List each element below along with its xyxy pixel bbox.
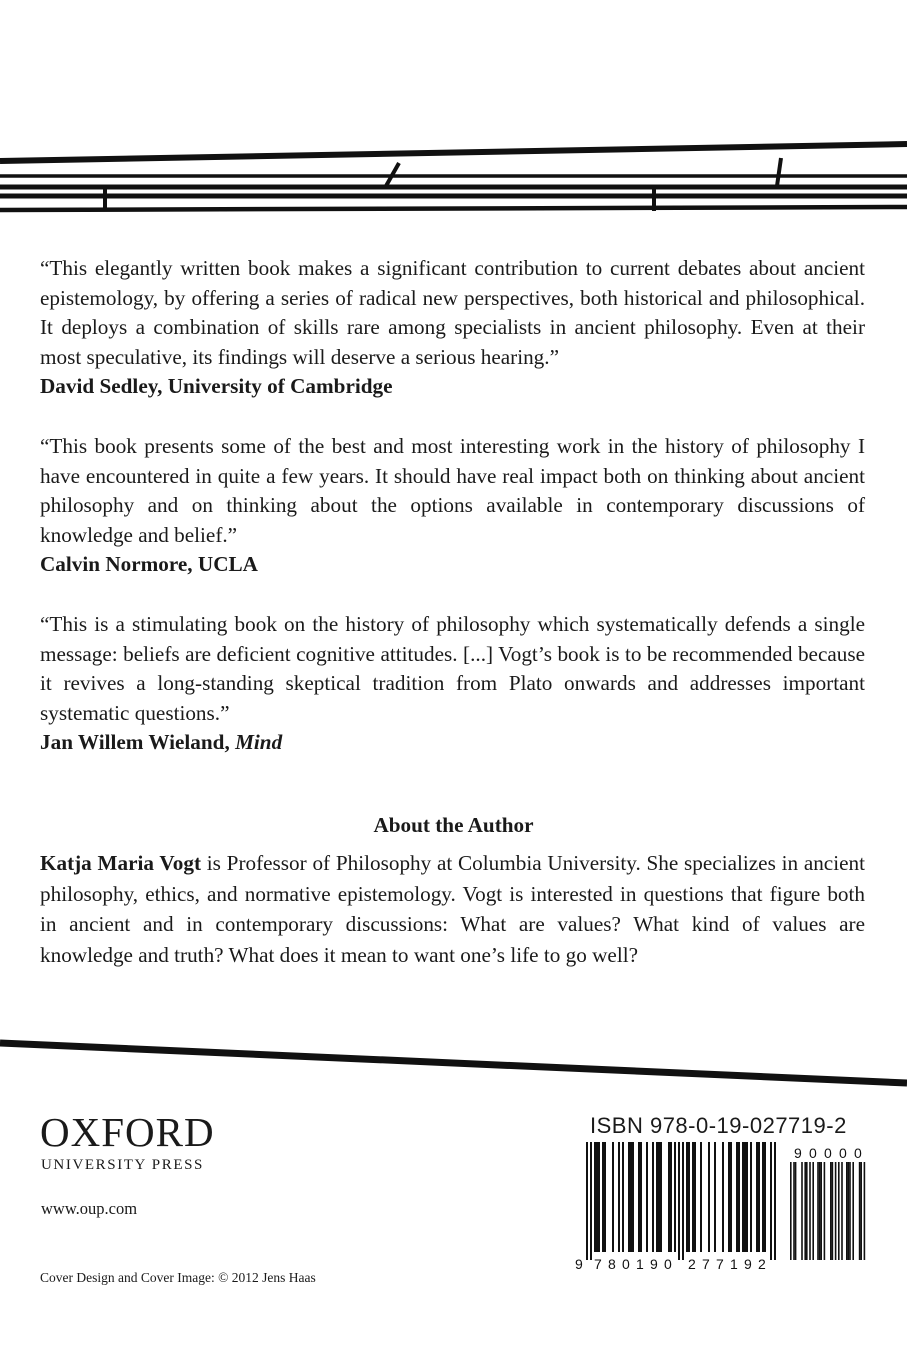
barcode-bar bbox=[744, 1142, 746, 1252]
review-source: Mind bbox=[235, 730, 283, 755]
addon-bar bbox=[812, 1162, 814, 1260]
addon-bar bbox=[793, 1162, 795, 1260]
barcode-bar bbox=[660, 1142, 662, 1252]
barcode-digit: 7 bbox=[716, 1256, 724, 1272]
barcode-bar bbox=[638, 1142, 640, 1252]
addon-bar bbox=[849, 1162, 851, 1260]
addon-bar bbox=[801, 1162, 803, 1260]
cover-credit: Cover Design and Cover Image: © 2012 Jens Haas bbox=[40, 1270, 316, 1285]
barcode-bar bbox=[736, 1142, 738, 1252]
barcode-bar bbox=[688, 1142, 690, 1252]
addon-bar bbox=[819, 1162, 821, 1260]
oxford-logo: OXFORD bbox=[40, 1109, 215, 1155]
barcode-bar bbox=[646, 1142, 648, 1252]
barcode-bar bbox=[682, 1142, 684, 1260]
barcode-bar bbox=[750, 1142, 752, 1252]
barcode-digit: 0 bbox=[664, 1256, 672, 1272]
barcode-bar bbox=[622, 1142, 624, 1252]
addon-bar bbox=[835, 1162, 837, 1260]
addon-bar bbox=[806, 1162, 808, 1260]
barcode-bar bbox=[674, 1142, 676, 1252]
barcode-bar bbox=[694, 1142, 696, 1252]
addon-bar bbox=[841, 1162, 843, 1260]
barcode-bar bbox=[604, 1142, 606, 1252]
addon-bar bbox=[859, 1162, 861, 1260]
barcode-bar bbox=[746, 1142, 748, 1252]
barcode-digit: 1 bbox=[636, 1256, 644, 1272]
barcode-bar bbox=[630, 1142, 632, 1252]
barcode-bar bbox=[618, 1142, 620, 1252]
barcode-bar bbox=[756, 1142, 758, 1252]
quote-attribution: Calvin Normore, UCLA bbox=[40, 552, 258, 577]
addon-bar bbox=[852, 1162, 854, 1260]
barcode-digit: 8 bbox=[608, 1256, 616, 1272]
barcode-digit: 9 bbox=[744, 1256, 752, 1272]
addon-digit: 9 bbox=[794, 1145, 802, 1161]
barcode-bar bbox=[598, 1142, 600, 1252]
barcode-bar bbox=[652, 1142, 654, 1252]
addon-bar bbox=[820, 1162, 822, 1260]
barcode-digit: 7 bbox=[594, 1256, 602, 1272]
barcode-bar bbox=[596, 1142, 598, 1252]
review-quote-3 bbox=[40, 610, 865, 758]
barcode-bar bbox=[670, 1142, 672, 1252]
barcode-bar bbox=[758, 1142, 760, 1252]
addon-bar bbox=[848, 1162, 850, 1260]
quote-text: “This book presents some of the best and most interesting work in the history of philosophy I have encountered in quite a few years. It should have real impact both on thinking about ancient philosophy and on thinking about the options available in contemporary discussions of knowledge and belief.” bbox=[40, 434, 865, 547]
barcode-bar bbox=[594, 1142, 596, 1252]
addon-digit: 0 bbox=[809, 1145, 817, 1161]
barcode-bar bbox=[658, 1142, 660, 1252]
barcode-bar bbox=[668, 1142, 670, 1252]
oxford-logo-subtitle: UNIVERSITY PRESS bbox=[41, 1157, 204, 1173]
barcode-bar bbox=[700, 1142, 702, 1252]
barcode-digit: 9 bbox=[650, 1256, 658, 1272]
barcode-digit: 7 bbox=[702, 1256, 710, 1272]
barcode-bar bbox=[708, 1142, 710, 1252]
addon-bar bbox=[817, 1162, 819, 1260]
addon-bar bbox=[824, 1162, 826, 1260]
addon-digit: 0 bbox=[854, 1145, 862, 1161]
barcode-bar bbox=[692, 1142, 694, 1252]
barcode-bar bbox=[730, 1142, 732, 1252]
barcode-digit: 9 bbox=[575, 1256, 583, 1272]
barcode-digit: 1 bbox=[730, 1256, 738, 1272]
barcode-bar bbox=[728, 1142, 730, 1252]
addon-bar bbox=[830, 1162, 832, 1260]
barcode-bar bbox=[738, 1142, 740, 1252]
addon-bar bbox=[838, 1162, 840, 1260]
author-name: Katja Maria Vogt bbox=[40, 851, 201, 875]
review-quote-1 bbox=[40, 254, 865, 402]
barcode-bar bbox=[764, 1142, 766, 1252]
addon-bar bbox=[790, 1162, 792, 1260]
barcode-bar bbox=[742, 1142, 744, 1252]
addon-bar bbox=[795, 1162, 797, 1260]
barcode-bar bbox=[762, 1142, 764, 1252]
barcode-bar bbox=[770, 1142, 772, 1260]
barcode-bar bbox=[632, 1142, 634, 1252]
barcode-bar bbox=[678, 1142, 680, 1260]
barcode-bar bbox=[590, 1142, 592, 1260]
quote-attribution: Jan Willem Wieland, Mind bbox=[40, 730, 283, 755]
about-author-heading: About the Author bbox=[373, 813, 534, 837]
author-bio: Katja Maria Vogt is Professor of Philosophy at Columbia University. She specializes in ancient philosophy, ethics, and normative epistemology. Vogt is interested in questions that figure both in ancient and in contemporary discussions: What are values? What kind of values are knowledge and truth? What does it mean to want one’s life to go well? bbox=[40, 851, 865, 967]
barcode-bar bbox=[612, 1142, 614, 1252]
barcode-digit: 2 bbox=[688, 1256, 696, 1272]
addon-bar bbox=[846, 1162, 848, 1260]
top-line-decoration bbox=[0, 0, 907, 240]
barcode-bar bbox=[714, 1142, 716, 1252]
addon-bar bbox=[809, 1162, 811, 1260]
barcode-digit: 0 bbox=[622, 1256, 630, 1272]
barcode-digit: 2 bbox=[758, 1256, 766, 1272]
addon-bar bbox=[860, 1162, 862, 1260]
publisher-url[interactable]: www.oup.com bbox=[41, 1199, 138, 1218]
isbn-label: ISBN 978-0-19-027719-2 bbox=[590, 1113, 847, 1138]
quote-text: “This elegantly written book makes a significant contribution to current debates about ancient epistemology, by offering a series of radical new perspectives, both historical and philosophical. It deploys a combination of skills rare among specialists in ancient philosophy. Even at their most speculative, its findings will deserve a serious hearing.” bbox=[40, 256, 865, 369]
barcode-bar bbox=[686, 1142, 688, 1252]
barcode-bar bbox=[640, 1142, 642, 1252]
addon-bar bbox=[832, 1162, 834, 1260]
barcode-bar bbox=[774, 1142, 776, 1260]
isbn-barcode bbox=[568, 1140, 862, 1280]
review-quote-2 bbox=[40, 432, 865, 580]
addon-bar bbox=[804, 1162, 806, 1260]
barcode-bar bbox=[602, 1142, 604, 1252]
addon-digit: 0 bbox=[839, 1145, 847, 1161]
quote-text: “This is a stimulating book on the history of philosophy which systematically defends a single message: beliefs are deficient cognitive attitudes. [...] Vogt’s book is to be recommended because it revives a long-standing skeptical tradition from Plato onwards and addresses important systematic questions.” bbox=[40, 612, 865, 725]
addon-bar bbox=[864, 1162, 866, 1260]
quote-attribution: David Sedley, University of Cambridge bbox=[40, 374, 393, 399]
barcode-bar bbox=[656, 1142, 658, 1252]
barcode-bar bbox=[722, 1142, 724, 1252]
barcode-bar bbox=[586, 1142, 588, 1260]
barcode-bar bbox=[628, 1142, 630, 1252]
addon-digit: 0 bbox=[824, 1145, 832, 1161]
